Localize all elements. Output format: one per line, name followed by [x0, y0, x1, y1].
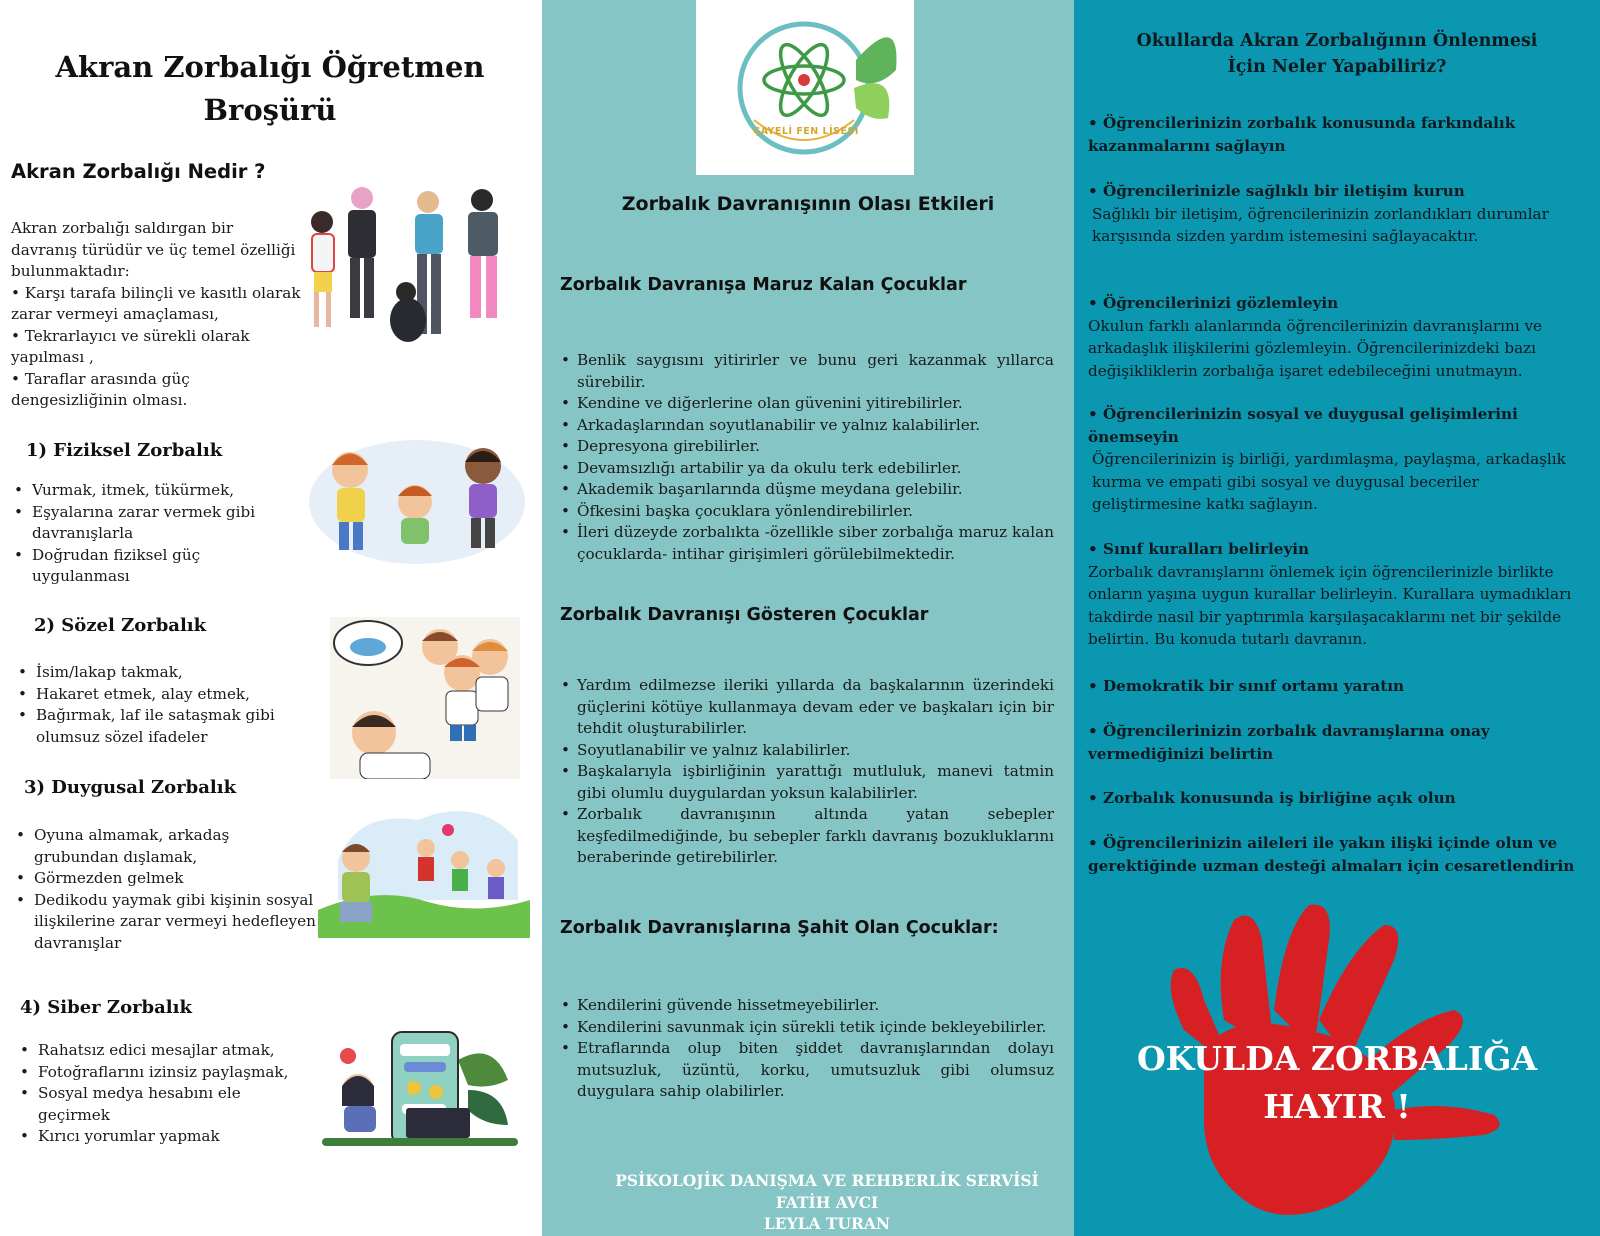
- slogan: [1094, 1035, 1580, 1131]
- list-item: • Vurmak, itmek, tükürmek,: [10, 480, 300, 502]
- tip-body: Sağlıklı bir iletişim, öğrencilerinizin zorlandıkları durumlar karşısında sizden yardım istemesini sağlayacaktır.: [1092, 204, 1549, 245]
- tip-heading: • Öğrencilerinizin zorbalık konusunda farkındalık kazanmalarını sağlayın: [1088, 114, 1516, 155]
- list-item: • Kendilerini güvende hissetmeyebilirler.: [560, 995, 1054, 1017]
- tip-observe: [1088, 292, 1578, 382]
- list-item: • Eşyalarına zarar vermek gibi davranışlarla: [10, 502, 300, 545]
- tip-heading: • Zorbalık konusunda iş birliğine açık olun: [1088, 789, 1456, 807]
- credits-service: PSİKOLOJİK DANIŞMA VE REHBERLİK SERVİSİ: [615, 1171, 1039, 1190]
- bullies-heading: Zorbalık Davranışı Gösteren Çocuklar: [560, 605, 929, 625]
- definition-text: [11, 218, 301, 412]
- list-item: • Sosyal medya hesabını ele geçirmek: [16, 1083, 316, 1126]
- victims-effects-list: [560, 350, 1054, 565]
- brochure-title-line1: Akran Zorbalığı Öğretmen: [55, 50, 485, 84]
- list-item: • Doğrudan fiziksel güç uygulanması: [10, 545, 300, 588]
- emotional-bullying-list: [12, 825, 318, 954]
- tip-heading: • Öğrencilerinizin sosyal ve duygusal gelişimlerini önemseyin: [1088, 405, 1518, 446]
- list-item: • Etraflarında olup biten şiddet davranışlarından dolayı mutsuzluk, üzüntü, korku, umutsuzluk gibi olumsuz duygulara sahip olabilirler.: [560, 1038, 1054, 1103]
- tip-families: [1088, 832, 1578, 877]
- list-item: • Hakaret etmek, alay etmek,: [14, 684, 309, 706]
- right-panel: [1074, 0, 1600, 1236]
- physical-bullying-list: [10, 480, 300, 588]
- list-item: • Soyutlanabilir ve yalnız kalabilirler.: [560, 740, 1054, 762]
- credits-author: FATİH AVCI: [775, 1192, 879, 1212]
- tip-heading: • Sınıf kuralları belirleyin: [1088, 540, 1310, 558]
- verbal-bullying-list: [14, 662, 309, 748]
- logo-text: ÇAYELİ FEN LİSESİ: [753, 126, 859, 137]
- list-item: • Öfkesini başka çocuklara yönlendirebilirler.: [560, 501, 1054, 523]
- list-item: • Devamsızlığı artabilir ya da okulu terk edebilirler.: [560, 458, 1054, 480]
- tip-no-approval: [1088, 720, 1578, 765]
- tip-heading: • Öğrencilerinizin aileleri ile yakın ilişki içinde olun ve gerektiğinde uzman desteği almaları için cesaretlendirin: [1088, 834, 1575, 875]
- school-logo: [696, 0, 914, 175]
- list-item: • Yardım edilmezse ileriki yıllarda da başkalarının üzerindeki güçlerini kötüye kullanmaya devam eder ve başkaları için bir tehdit oluşturabilirler.: [560, 675, 1054, 740]
- brochure-title-line2: Broşürü: [203, 93, 337, 127]
- type-heading-emotional: 3) Duygusal Zorbalık: [24, 777, 237, 798]
- type-heading-physical: 1) Fiziksel Zorbalık: [26, 440, 223, 461]
- slogan-line2: HAYIR !: [1263, 1087, 1411, 1126]
- witnesses-effects-list: [560, 995, 1054, 1103]
- emotional-bullying-illustration: [318, 790, 530, 950]
- tip-body: Zorbalık davranışlarını önlemek için öğrencilerinizle birlikte onların yaşına uygun kurallar belirleyin. Kurallara uymadıkları takdirde nasıl bir yaptırımla karşılaşacaklarını net bir şekilde belirtin. Bu konuda tutarlı davranın.: [1088, 562, 1572, 648]
- teens-group-illustration: [300, 180, 530, 352]
- bullies-effects-list: [560, 675, 1054, 869]
- tip-democratic-class: [1088, 675, 1578, 698]
- prevention-title-line1: Okullarda Akran Zorbalığının Önlenmesi: [1136, 31, 1538, 51]
- definition-point: • Tekrarlayıcı ve sürekli olarak yapılması ,: [11, 326, 250, 366]
- verbal-bullying-illustration: [330, 617, 520, 779]
- atom-leaf-logo-icon: [696, 0, 914, 175]
- physical-bullying-illustration: [305, 430, 530, 570]
- tip-class-rules: [1088, 538, 1578, 651]
- prevention-title-line2: İçin Neler Yapabiliriz?: [1227, 57, 1447, 77]
- slogan-line1: OKULDA ZORBALIĞA: [1136, 1039, 1538, 1078]
- tip-body: Öğrencilerinizin iş birliği, yardımlaşma, paylaşma, arkadaşlık kurma ve empati gibi sosyal ve duygusal beceriler geliştirmesine katkı sağlayın.: [1092, 450, 1566, 513]
- cyber-bullying-list: [16, 1040, 316, 1148]
- credits-author: LEYLA TURAN: [763, 1214, 891, 1233]
- witnesses-heading: Zorbalık Davranışlarına Şahit Olan Çocuklar:: [560, 918, 999, 938]
- tip-heading: • Öğrencilerinizin zorbalık davranışlarına onay vermediğinizi belirtin: [1088, 722, 1490, 763]
- tip-cooperation: [1088, 787, 1578, 810]
- list-item: • Kırıcı yorumlar yapmak: [16, 1126, 316, 1148]
- tip-social-emotional: [1088, 403, 1578, 516]
- list-item: • Akademik başarılarında düşme meydana gelebilir.: [560, 479, 1054, 501]
- victims-heading: Zorbalık Davranışa Maruz Kalan Çocuklar: [560, 275, 967, 295]
- definition-point: • Karşı tarafa bilinçli ve kasıtlı olarak zarar vermeyi amaçlaması,: [11, 283, 301, 323]
- list-item: • İsim/lakap takmak,: [14, 662, 309, 684]
- list-item: • Arkadaşlarından soyutlanabilir ve yalnız kalabilirler.: [560, 415, 1054, 437]
- list-item: • Rahatsız edici mesajlar atmak,: [16, 1040, 316, 1062]
- prevention-title: [1084, 28, 1590, 80]
- definition-point: • Taraflar arasında güç dengesizliğinin olması.: [11, 369, 190, 409]
- list-item: • Benlik saygısını yitirirler ve bunu geri kazanmak yıllarca sürebilir.: [560, 350, 1054, 393]
- tip-heading: • Öğrencilerinizle sağlıklı bir iletişim kurun: [1088, 182, 1465, 200]
- tip-body: Okulun farklı alanlarında öğrencilerinizin davranışlarını ve arkadaşlık ilişkilerini gözlemleyin. Öğrencilerinizdeki bazı değişikliklerin zorbalığa işaret edebileceğini unutmayın.: [1088, 316, 1543, 380]
- list-item: • Kendine ve diğerlerine olan güvenini yitirebilirler.: [560, 393, 1054, 415]
- tip-awareness: [1088, 112, 1578, 157]
- left-panel: [0, 0, 542, 1236]
- type-heading-verbal: 2) Sözel Zorbalık: [34, 615, 207, 636]
- tip-heading: • Demokratik bir sınıf ortamı yaratın: [1088, 677, 1405, 695]
- list-item: • Bağırmak, laf ile sataşmak gibi olumsuz sözel ifadeler: [14, 705, 309, 748]
- list-item: • Başkalarıyla işbirliğinin yarattığı mutluluk, manevi tatmin gibi olumlu duygulardan yoksun kalabilirler.: [560, 761, 1054, 804]
- list-item: • Dedikodu yaymak gibi kişinin sosyal ilişkilerine zarar vermeyi hedefleyen davranışlar: [12, 890, 318, 955]
- middle-panel: [542, 0, 1074, 1236]
- list-item: • Oyuna almamak, arkadaş grubundan dışlamak,: [12, 825, 318, 868]
- brochure-title: [40, 46, 500, 132]
- definition-intro: Akran zorbalığı saldırgan bir davranış türüdür ve üç temel özelliği bulunmaktadır:: [11, 219, 296, 280]
- list-item: • Depresyona girebilirler.: [560, 436, 1054, 458]
- what-is-bullying-heading: Akran Zorbalığı Nedir ?: [11, 160, 266, 183]
- tip-heading: • Öğrencilerinizi gözlemleyin: [1088, 294, 1339, 312]
- list-item: • Kendilerini savunmak için sürekli tetik içinde bekleyebilirler.: [560, 1017, 1054, 1039]
- tip-communication: [1088, 180, 1578, 248]
- list-item: • Zorbalık davranışının altında yatan sebepler keşfedilmediğinde, bu sebepler farklı davranış bozukluklarını beraberinde getirebilirler.: [560, 804, 1054, 869]
- cyber-bullying-illustration: [318, 1030, 518, 1152]
- list-item: • Görmezden gelmek: [12, 868, 318, 890]
- type-heading-cyber: 4) Siber Zorbalık: [20, 997, 192, 1018]
- credits: [582, 1170, 1072, 1235]
- list-item: • İleri düzeyde zorbalıkta -özellikle siber zorbalığa maruz kalan çocuklarda- intihar girişimleri görülebilmektedir.: [560, 522, 1054, 565]
- effects-title: Zorbalık Davranışının Olası Etkileri: [621, 193, 995, 215]
- list-item: • Fotoğraflarını izinsiz paylaşmak,: [16, 1062, 316, 1084]
